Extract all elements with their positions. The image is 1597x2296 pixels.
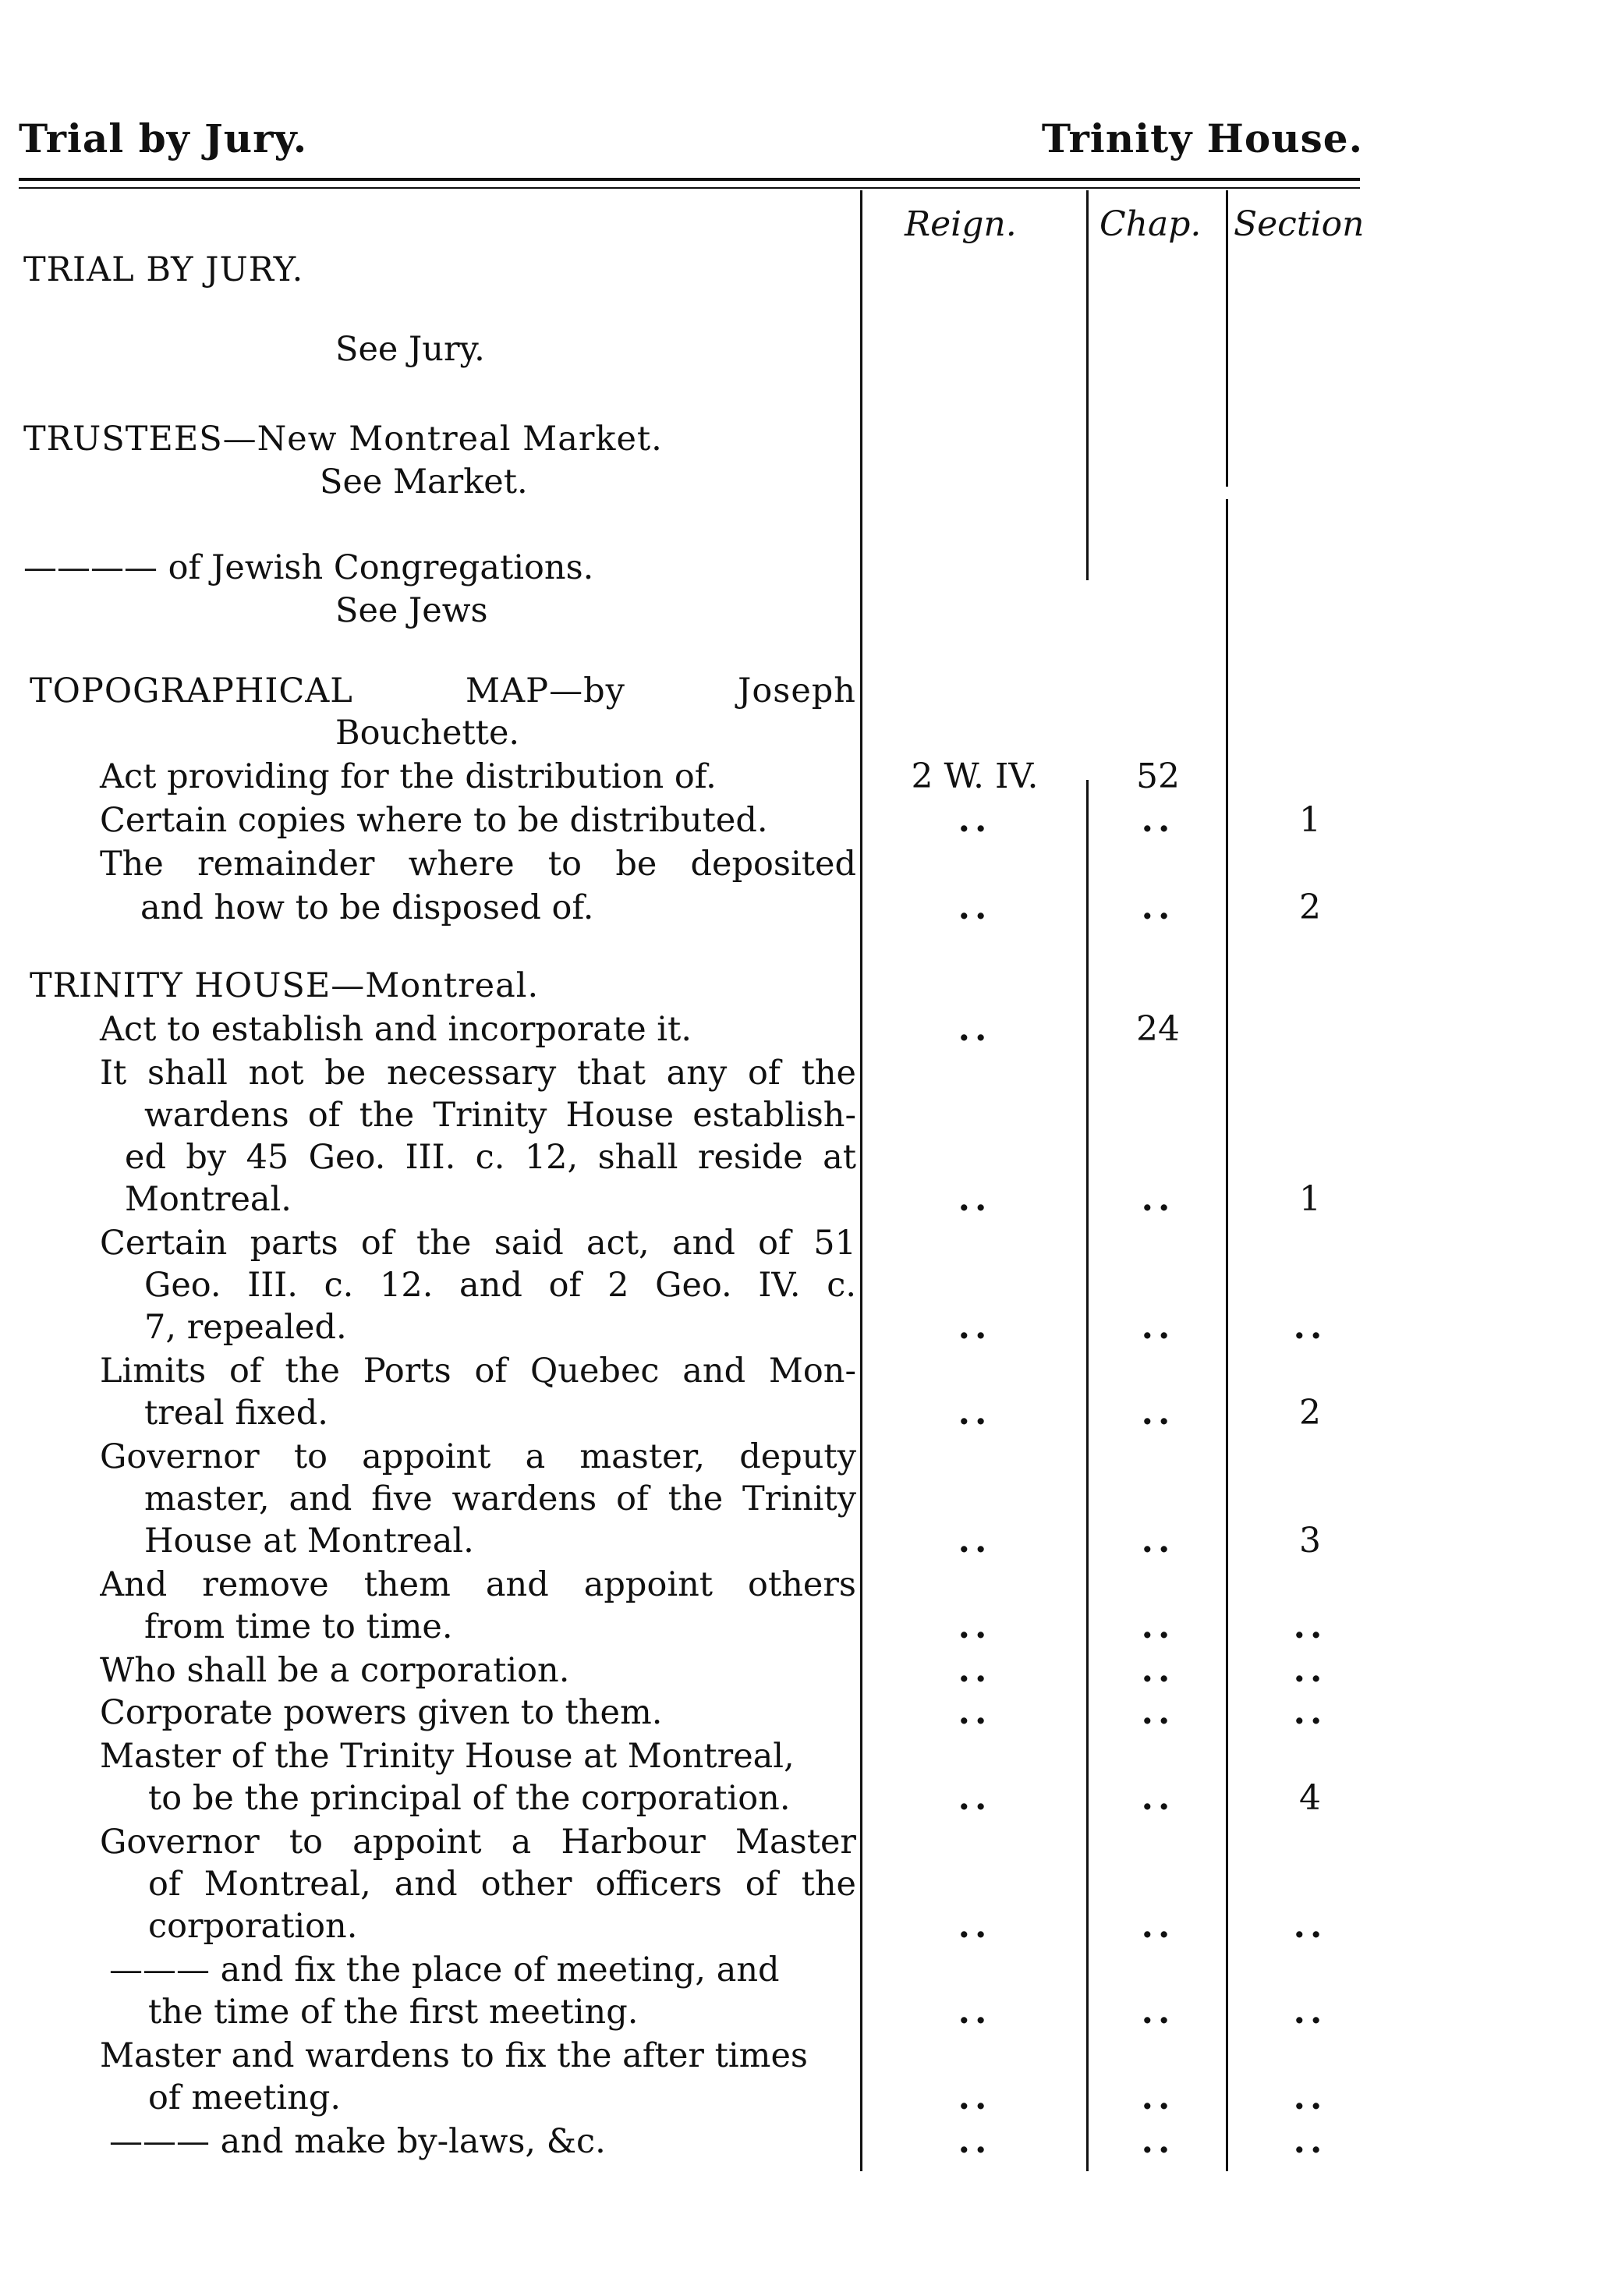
- reign-cell: ..: [958, 1307, 992, 1347]
- entry-text: Montreal.: [125, 1180, 292, 1219]
- reign-cell: ..: [958, 1607, 992, 1646]
- entry-text: wardens of the Trinity House establish-: [144, 1096, 856, 1135]
- chap-cell: 24: [1136, 1009, 1180, 1049]
- entry-text: Certain parts of the said act, and of 51: [100, 1224, 856, 1263]
- section-cell: 4: [1299, 1778, 1321, 1818]
- chap-cell: ..: [1141, 2078, 1175, 2117]
- chap-cell: ..: [1141, 1992, 1175, 2032]
- entry-text: The remainder where to be deposited: [100, 845, 856, 884]
- entry-text: Governor to appoint a Harbour Master: [100, 1823, 856, 1862]
- section-cell: ..: [1293, 1692, 1327, 1732]
- entry-text: treal fixed.: [144, 1394, 328, 1433]
- section-cell: ..: [1293, 1607, 1327, 1646]
- entry-text: corporation.: [148, 1907, 358, 1946]
- chap-cell: ..: [1141, 1307, 1175, 1347]
- entry-text: Act providing for the distribution of.: [100, 757, 717, 796]
- reign-cell: ..: [958, 1778, 992, 1818]
- header-rule-thin: [19, 187, 1360, 189]
- entry-text: See Jews: [335, 591, 488, 630]
- header-rule: [19, 178, 1360, 181]
- section-cell: ..: [1293, 2078, 1327, 2117]
- column-rule: [1086, 190, 1089, 580]
- reign-cell: 2 W. IV.: [911, 756, 1039, 796]
- entry-text: of meeting.: [148, 2078, 342, 2117]
- section-cell: ..: [1293, 1307, 1327, 1347]
- chap-cell: ..: [1141, 1906, 1175, 1946]
- entry-text: Certain copies where to be distributed.: [100, 801, 768, 840]
- entry-text: Governor to appoint a master, deputy: [100, 1437, 856, 1476]
- section-cell: 2: [1299, 1393, 1321, 1433]
- reign-cell: ..: [958, 1393, 992, 1433]
- section-cell: 2: [1299, 888, 1321, 927]
- section-cell: ..: [1293, 1906, 1327, 1946]
- entry-text: Who shall be a corporation.: [100, 1651, 570, 1690]
- entry-text: House at Montreal.: [144, 1522, 474, 1561]
- entry-text: Act to establish and incorporate it.: [100, 1010, 692, 1049]
- entry-text: the time of the first meeting.: [148, 1993, 639, 2032]
- chap-cell: ..: [1141, 1179, 1175, 1219]
- section-cell: 1: [1299, 800, 1321, 840]
- entry-text: Limits of the Ports of Quebec and Mon-: [100, 1352, 856, 1391]
- reign-cell: ..: [958, 1992, 992, 2032]
- column-rule: [860, 190, 862, 2171]
- entry-text: Bouchette.: [335, 714, 520, 753]
- running-head-right: Trinity House.: [1041, 115, 1363, 161]
- chap-cell: ..: [1141, 888, 1175, 927]
- entry-text: master, and five wardens of the Trinity: [144, 1479, 856, 1518]
- chap-cell: ..: [1141, 2121, 1175, 2161]
- reign-cell: ..: [958, 1179, 992, 1219]
- entry-text: Master and wardens to fix the after times: [100, 2036, 808, 2075]
- chap-cell: ..: [1141, 1521, 1175, 1561]
- entry-text: TRIAL BY JURY.: [23, 250, 304, 289]
- chap-cell: ..: [1141, 1692, 1175, 1732]
- running-head-left: Trial by Jury.: [19, 115, 308, 161]
- section-cell: ..: [1293, 1992, 1327, 2032]
- column-header-reign: Reign.: [905, 204, 1017, 244]
- section-cell: ..: [1293, 2121, 1327, 2161]
- reign-cell: ..: [958, 1521, 992, 1561]
- entry-text: TRUSTEES—New Montreal Market.: [23, 420, 663, 459]
- entry-text: See Market.: [320, 462, 528, 501]
- entry-text: Master of the Trinity House at Montreal,: [100, 1737, 795, 1776]
- chap-cell: ..: [1141, 1650, 1175, 1690]
- entry-text: of Montreal, and other officers of the: [148, 1865, 856, 1904]
- entry-text: ed by 45 Geo. III. c. 12, shall reside at: [125, 1138, 856, 1177]
- entry-text: from time to time.: [144, 1607, 453, 1646]
- entry-text: See Jury.: [335, 330, 485, 369]
- chap-cell: ..: [1141, 800, 1175, 840]
- column-rule: [1086, 780, 1089, 2171]
- column-rule: [1226, 499, 1228, 2171]
- chap-cell: ..: [1141, 1778, 1175, 1818]
- reign-cell: ..: [958, 800, 992, 840]
- entry-text: and how to be disposed of.: [140, 888, 594, 927]
- entry-text: to be the principal of the corporation.: [148, 1779, 791, 1818]
- reign-cell: ..: [958, 2078, 992, 2117]
- entry-text: ——— and fix the place of meeting, and: [109, 1951, 780, 1990]
- column-rule: [1226, 190, 1228, 487]
- column-header-chap: Chap.: [1099, 204, 1202, 244]
- chap-cell: ..: [1141, 1607, 1175, 1646]
- reign-cell: ..: [958, 888, 992, 927]
- section-cell: 3: [1299, 1521, 1321, 1561]
- entry-text: 7, repealed.: [144, 1308, 347, 1347]
- entry-text: It shall not be necessary that any of the: [100, 1054, 856, 1093]
- chap-cell: 52: [1136, 756, 1180, 796]
- section-cell: ..: [1293, 1650, 1327, 1690]
- chap-cell: ..: [1141, 1393, 1175, 1433]
- entry-text: ——— and make by-laws, &c.: [109, 2122, 606, 2161]
- column-header-section: Section: [1234, 204, 1365, 244]
- entry-text: TOPOGRAPHICAL MAP—by Joseph: [30, 671, 856, 710]
- section-cell: 1: [1299, 1179, 1321, 1219]
- entry-text: ———— of Jewish Congregations.: [23, 548, 594, 587]
- reign-cell: ..: [958, 1906, 992, 1946]
- entry-text: TRINITY HOUSE—Montreal.: [30, 966, 540, 1005]
- reign-cell: ..: [958, 2121, 992, 2161]
- entry-text: Corporate powers given to them.: [100, 1693, 663, 1732]
- entry-text: And remove them and appoint others: [100, 1565, 856, 1604]
- reign-cell: ..: [958, 1650, 992, 1690]
- reign-cell: ..: [958, 1692, 992, 1732]
- entry-text: Geo. III. c. 12. and of 2 Geo. IV. c.: [144, 1266, 856, 1305]
- reign-cell: ..: [958, 1009, 992, 1049]
